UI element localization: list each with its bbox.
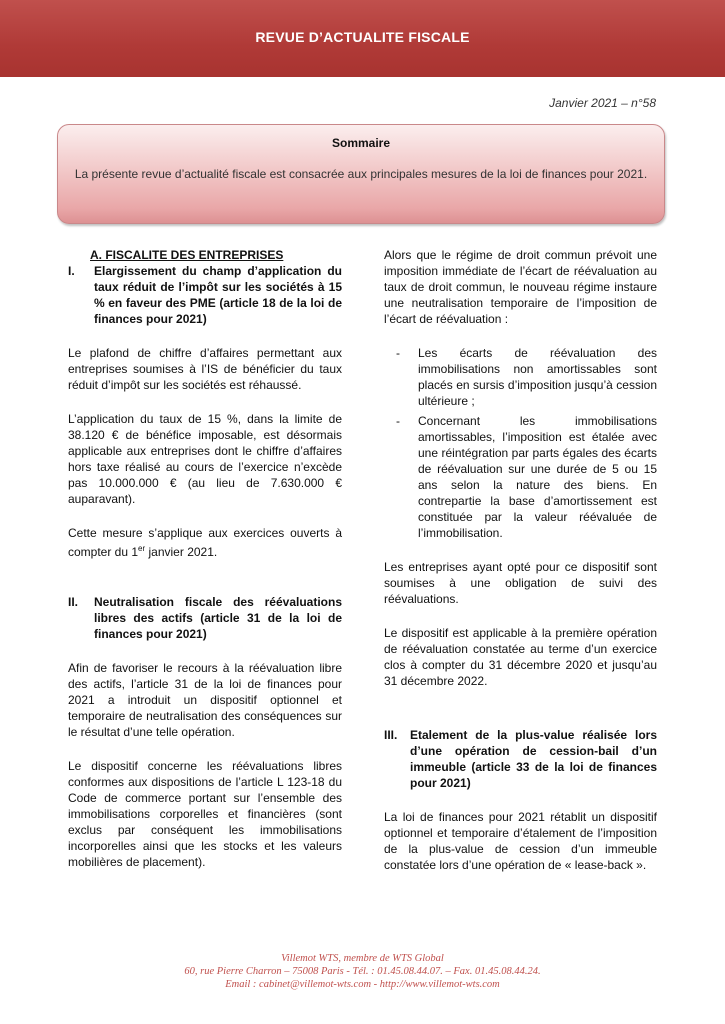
section-title: A. FISCALITE DES ENTREPRISES [90, 248, 284, 262]
heading-iii [384, 727, 657, 791]
footer-address: 60, rue Pierre Charron – 75008 Paris - Tél. : 01.45.08.44.07. – Fax. 01.45.08.44.24. [184, 966, 541, 977]
paragraph: L’application du taux de 15 %, dans la limite de 38.120 € de bénéfice imposable, est désormais applicable aux entreprises dont le chiffre d’affaires hors taxe réalisé au cours de l’exercice n’excède pas 10.000.000 € (au lieu de 7.630.000 € auparavant). [68, 412, 342, 506]
paragraph-text: janvier 2021. [145, 545, 218, 559]
paragraph: La loi de finances pour 2021 rétablit un dispositif optionnel et temporaire d’étalement de l’imposition de la plus-value de cession d’un immeuble constatée lors d’une opération de « lease-back ». [384, 810, 657, 872]
bullet-marker: - [396, 414, 400, 428]
summary-title: Sommaire [331, 136, 391, 150]
summary-text: La présente revue d’actualité fiscale est consacrée aux principales mesures de la loi de finances pour 2021. [74, 167, 648, 181]
header-banner [0, 0, 725, 77]
left-column [68, 247, 342, 870]
bullet-marker: - [396, 346, 400, 360]
paragraph: Le plafond de chiffre d’affaires permettant aux entreprises soumises à l’IS de bénéficier du taux réduit d’impôt sur les sociétés est réhaussé. [68, 346, 342, 392]
right-column [384, 247, 657, 873]
summary-box [57, 124, 665, 224]
heading-text: Elargissement du champ d’application du taux réduit de l’impôt sur les sociétés à 15 % en faveur des PME (article 18 de la loi de finances pour 2021) [94, 264, 342, 326]
banner-title: REVUE D’ACTUALITE FISCALE [255, 29, 470, 45]
paragraph-text: Cette mesure s’applique aux exercices ouverts à compter du 1 [68, 526, 342, 559]
bullet-text: Les écarts de réévaluation des immobilisations non amortissables sont placés en sursis d’imposition jusqu’à cession ultérieure ; [418, 346, 657, 408]
paragraph: Le dispositif est applicable à la première opération de réévaluation constatée au terme d’un exercice clos à compter du 31 décembre 2020 et jusqu’au 31 décembre 2022. [384, 626, 657, 688]
bullet-item [384, 345, 657, 409]
paragraph: Le dispositif concerne les réévaluations libres conformes aux dispositions de l’article L 123-18 du Code de commerce portant sur l’ensemble des immobilisations corporelles et financières (sont exclus par conséquent les immobilisations incorporelles ainsi que les stocks et les valeurs mobilières de placement). [68, 759, 342, 869]
heading-ii [68, 594, 342, 642]
footer-contact: Email : cabinet@villemot-wts.com - http://www.villemot-wts.com [225, 979, 500, 990]
heading-number: III. [384, 728, 398, 742]
footer [0, 952, 725, 991]
heading-number: I. [68, 264, 75, 278]
paragraph: Alors que le régime de droit commun prévoit une imposition immédiate de l’écart de réévaluation au taux de droit commun, le nouveau régime instaure une neutralisation temporaire de l’imposition de l’écart de réévaluation : [384, 248, 657, 326]
paragraph: Les entreprises ayant opté pour ce dispositif sont soumises à une obligation de suivi des réévaluations. [384, 560, 657, 606]
superscript: er [138, 544, 146, 553]
footer-company: Villemot WTS, membre de WTS Global [281, 953, 444, 964]
heading-i [68, 263, 342, 327]
paragraph: Afin de favoriser le recours à la réévaluation libre des actifs, l’article 31 de la loi de finances pour 2021 a introduit un dispositif optionnel et temporaire de neutralisation des conséquences sur le résultat d’une telle opération. [68, 661, 342, 739]
heading-text: Neutralisation fiscale des réévaluations libres des actifs (article 31 de la loi de finances pour 2021) [94, 595, 342, 641]
issue-date: Janvier 2021 – n°58 [549, 96, 656, 110]
heading-text: Etalement de la plus-value réalisée lors d’une opération de cession-bail d’un immeuble (article 33 de la loi de finances pour 2021) [410, 728, 657, 790]
heading-number: II. [68, 595, 79, 609]
bullet-item [384, 413, 657, 541]
bullet-text: Concernant les immobilisations amortissables, l’imposition est étalée avec une réintégration par parts égales des écarts de réévaluation sur une durée de 5 ou 15 ans selon la nature des biens. En contrepartie la base d’amortissement est constituée par la valeur réévaluée de l’immobilisation. [418, 414, 657, 540]
paragraph [68, 525, 342, 560]
